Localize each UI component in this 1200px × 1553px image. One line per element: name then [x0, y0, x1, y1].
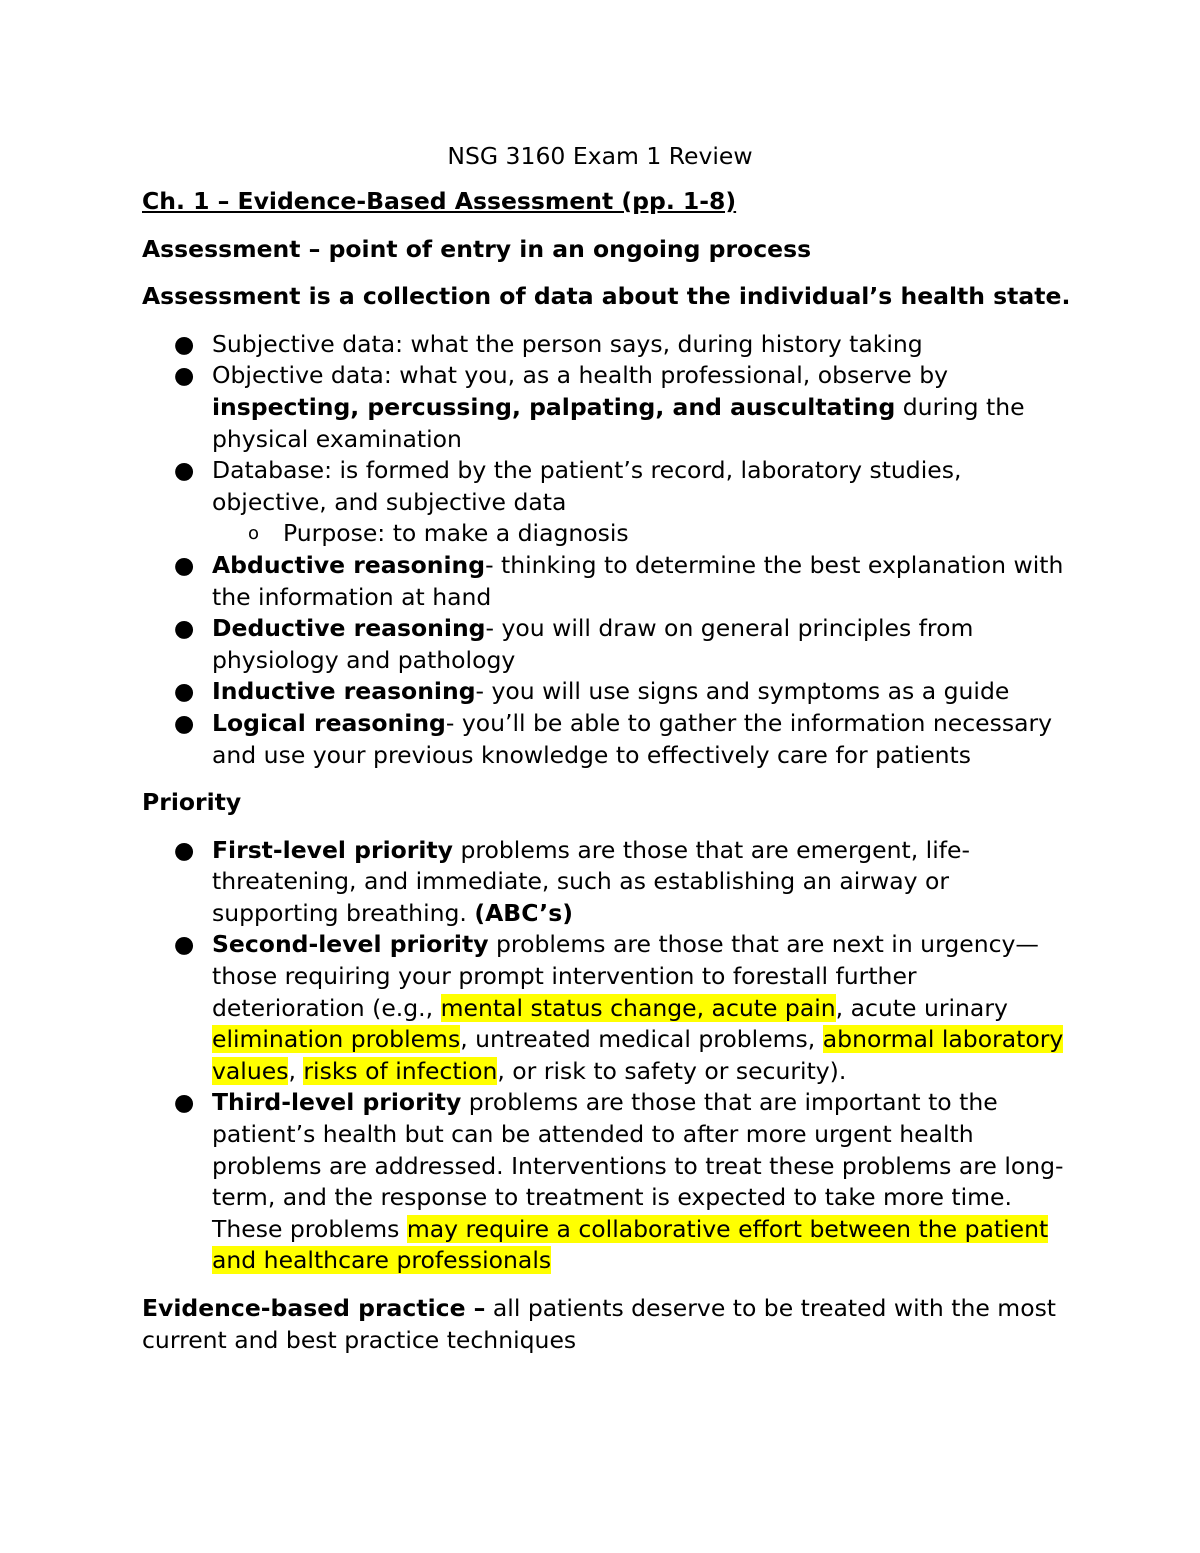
logical-term: Logical reasoning: [212, 708, 446, 737]
bullet-icon: ●: [173, 550, 195, 579]
bullet-icon: ●: [173, 835, 195, 864]
list-item-third-level: [142, 1087, 1072, 1277]
abc-label: (ABC’s): [474, 898, 573, 927]
bullet-icon: ●: [173, 930, 195, 959]
list-item-deductive: [142, 613, 1072, 676]
second-level-text: ,: [288, 1056, 304, 1085]
document-title: NSG 3160 Exam 1 Review: [447, 142, 753, 170]
list-item-objective: [142, 360, 1072, 455]
hollow-bullet-icon: o: [248, 523, 260, 545]
inductive-text: - you will use signs and symptoms as a guide: [475, 677, 1010, 706]
highlight-lab-values: abnormal laboratory values: [212, 1025, 1064, 1085]
deductive-term: Deductive reasoning: [212, 614, 486, 643]
list-item-first-level: [142, 835, 1072, 930]
database-sublist: [212, 518, 1072, 550]
purpose-text: Purpose: to make a diagnosis: [283, 519, 629, 548]
second-level-text: problems are those that are next in urgency—those requiring your prompt intervention to forestall further deterioration (e.g.,: [212, 930, 1039, 1022]
assessment-list: [142, 329, 1072, 771]
second-level-text: , acute urinary: [835, 993, 1008, 1022]
subjective-text: Subjective data: what the person says, during history taking: [212, 329, 923, 358]
list-item-database: [142, 455, 1072, 550]
bullet-icon: ●: [173, 614, 195, 643]
bullet-icon: ●: [173, 708, 195, 737]
chapter-heading: Ch. 1 – Evidence-Based Assessment (pp. 1-8): [142, 187, 737, 215]
second-level-term: Second-level priority: [212, 930, 489, 959]
priority-list: [142, 835, 1072, 1277]
bullet-icon: ●: [173, 456, 195, 485]
highlight-collaborative: may require a collaborative effort between the patient and healthcare professionals: [212, 1214, 1049, 1275]
database-text: Database: is formed by the patient’s record, laboratory studies, objective, and subjective data: [212, 456, 962, 516]
bullet-icon: ●: [173, 1088, 195, 1117]
logical-text: - you’ll be able to gather the information necessary and use your previous knowledge to effectively care for patients: [212, 708, 1053, 769]
bullet-icon: ●: [173, 361, 195, 390]
third-level-term: Third-level priority: [212, 1088, 462, 1117]
ebp-term: Evidence-based practice –: [142, 1294, 486, 1322]
highlight-infection: risks of infection: [303, 1056, 498, 1085]
objective-text-end: during the physical examination: [212, 392, 1025, 453]
deductive-text: - you will draw on general principles from physiology and pathology: [212, 614, 974, 674]
list-item-inductive: [142, 676, 1072, 708]
assessment-entry-heading: Assessment – point of entry in an ongoing process: [142, 234, 812, 263]
inductive-term: Inductive reasoning: [212, 677, 476, 706]
list-item-abductive: [142, 550, 1072, 613]
assessment-collection-heading: Assessment is a collection of data about the individual’s health state.: [142, 282, 1071, 311]
bullet-icon: ●: [173, 677, 195, 706]
second-level-text: , untreated medical problems,: [460, 1025, 823, 1054]
highlight-elimination: elimination problems: [212, 1025, 461, 1054]
objective-methods: inspecting, percussing, palpating, and auscultating: [212, 392, 896, 421]
second-level-text: , or risk to safety or security).: [497, 1056, 847, 1085]
abductive-text: - thinking to determine the best explanation with the information at hand: [212, 550, 1064, 611]
list-item-second-level: [142, 929, 1072, 1087]
list-item-purpose: [212, 518, 1072, 550]
objective-text-start: Objective data: what you, as a health professional, observe by: [212, 361, 949, 390]
list-item-logical: [142, 708, 1072, 771]
third-level-text: problems are those that are important to the patient’s health but can be attended to after more urgent health problems are addressed. Interventions to treat these problems are long-term, and the response to treatment is expected to take more time. These problems: [212, 1088, 1064, 1243]
abductive-term: Abductive reasoning: [212, 550, 486, 579]
ebp-text: all patients deserve to be treated with the most current and best practice techniques: [142, 1294, 1057, 1354]
highlight-mental-status: mental status change, acute pain: [440, 993, 836, 1022]
priority-heading: Priority: [142, 788, 242, 817]
ebp-paragraph: [142, 1293, 1072, 1356]
first-level-text: problems are those that are emergent, life-threatening, and immediate, such as establishing an airway or supporting breathing.: [212, 835, 970, 927]
first-level-term: First-level priority: [212, 835, 453, 864]
document-body: [142, 186, 1072, 1356]
list-item-subjective: [142, 329, 1072, 361]
bullet-icon: ●: [173, 329, 195, 358]
